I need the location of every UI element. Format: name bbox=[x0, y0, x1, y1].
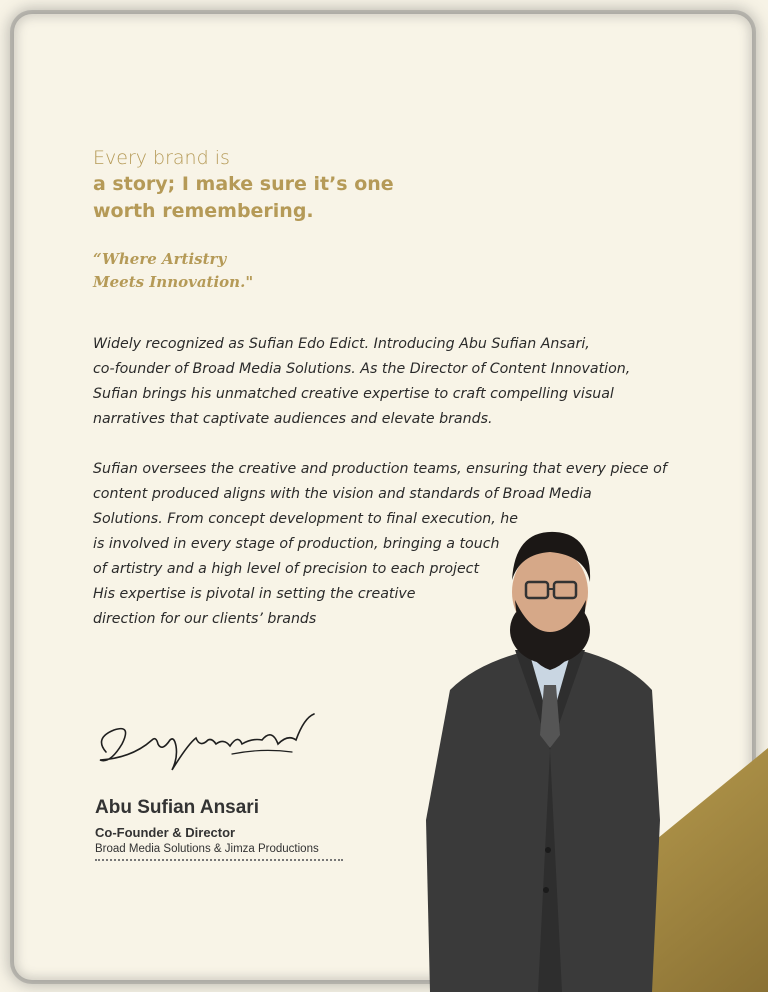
bio-p2-line: content produced aligns with the vision and standards of Broad Media bbox=[93, 486, 592, 502]
headline-line-3: worth remembering. bbox=[93, 200, 314, 222]
profile-block bbox=[95, 797, 343, 861]
bio-p2-line: of artistry and a high level of precision to each project bbox=[93, 561, 480, 577]
bio-p2-line: Sufian oversees the creative and production teams, ensuring that every piece of bbox=[93, 461, 667, 477]
tagline bbox=[93, 248, 253, 294]
headline-line-2: a story; I make sure it’s one bbox=[93, 173, 394, 195]
headline-line-1: Every brand is bbox=[93, 147, 230, 169]
bio-p1-line: co-founder of Broad Media Solutions. As the Director of Content Innovation, bbox=[93, 361, 631, 377]
headline bbox=[93, 145, 513, 225]
bio-p1-line: Widely recognized as Sufian Edo Edict. Introducing Abu Sufian Ansari, bbox=[93, 336, 590, 352]
tagline-line-1: “Where Artistry bbox=[93, 250, 227, 268]
profile-role: Co-Founder & Director bbox=[95, 825, 236, 840]
dotted-divider bbox=[95, 859, 343, 861]
signature bbox=[92, 708, 322, 778]
bio-p2-line: direction for our clients’ brands bbox=[93, 611, 317, 627]
profile-name: Abu Sufian Ansari bbox=[95, 797, 259, 818]
profile-company: Broad Media Solutions & Jimza Productions bbox=[95, 843, 319, 855]
bio-p2-line: Solutions. From concept development to final execution, he bbox=[93, 511, 519, 527]
bio-p2-line: His expertise is pivotal in setting the creative bbox=[93, 586, 416, 602]
bio-p1-line: Sufian brings his unmatched creative expertise to craft compelling visual bbox=[93, 386, 614, 402]
portrait-image bbox=[420, 520, 680, 992]
bio-p1-line: narratives that captivate audiences and elevate brands. bbox=[93, 411, 493, 427]
tagline-line-2: Meets Innovation." bbox=[93, 273, 254, 291]
bio-paragraph-1 bbox=[93, 332, 673, 432]
bio-p2-line: is involved in every stage of production, bringing a touch bbox=[93, 536, 500, 552]
